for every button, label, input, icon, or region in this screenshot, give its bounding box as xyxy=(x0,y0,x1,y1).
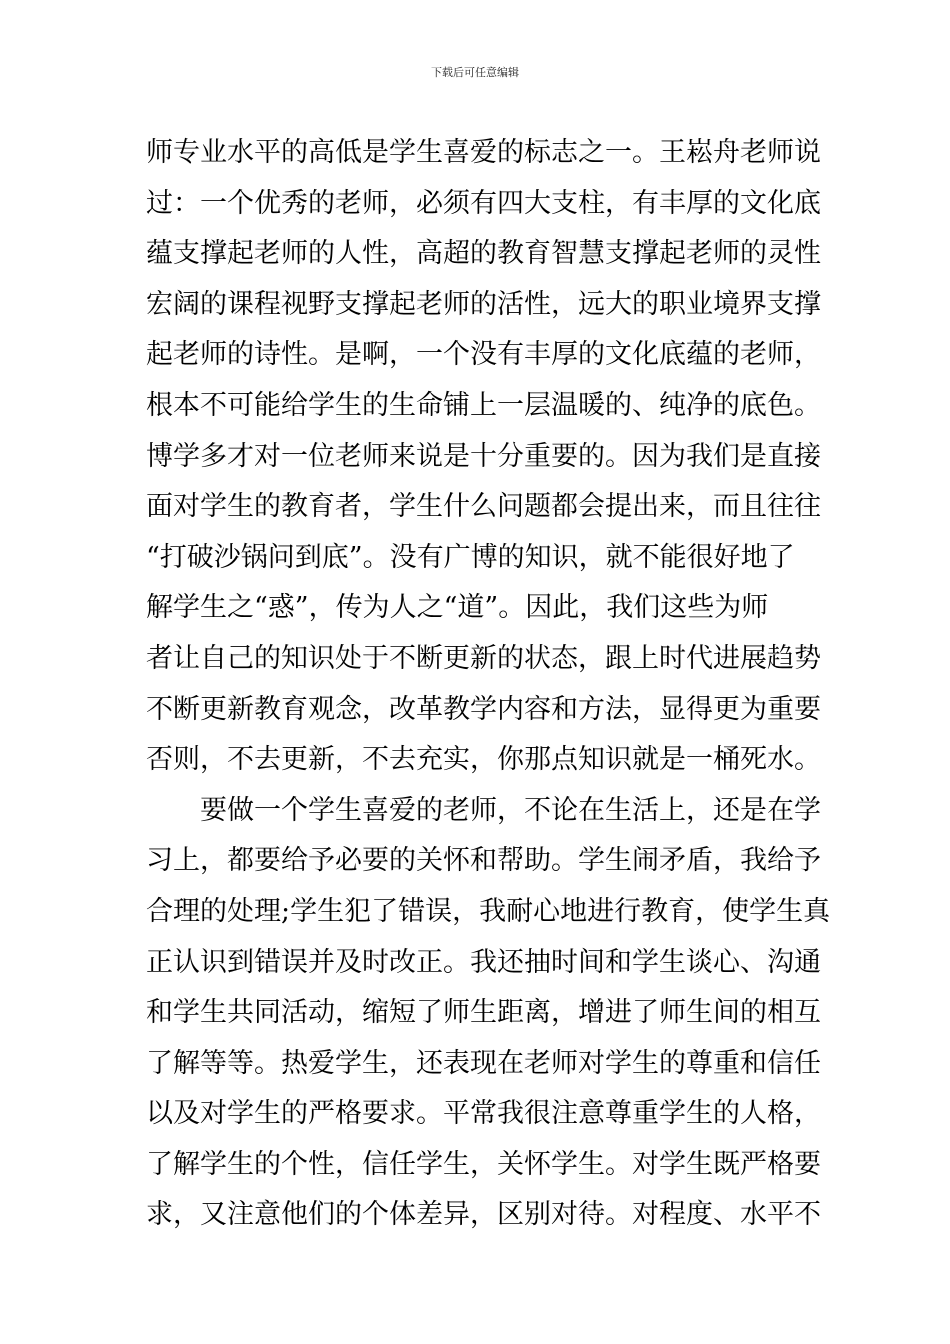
text-line: 了解等等。热爱学生，还表现在老师对学生的尊重和信任 xyxy=(146,1047,821,1079)
text-line: “打破沙锅问到底”。没有广博的知识，就不能很好地了 xyxy=(146,541,795,573)
text-line: 否则，不去更新，不去充实，你那点知识就是一桶死水。 xyxy=(146,744,821,776)
text-line: 合理的处理;学生犯了错误，我耐心地进行教育，使学生真 xyxy=(146,895,831,927)
text-line: 宏阔的课程视野支撑起老师的活性，远大的职业境界支撑 xyxy=(146,288,821,320)
text-line: 蕴支撑起老师的人性，高超的教育智慧支撑起老师的灵性 xyxy=(146,238,821,270)
text-line: 习上，都要给予必要的关怀和帮助。学生闹矛盾，我给予 xyxy=(146,845,821,877)
text-line: 面对学生的教育者，学生什么问题都会提出来，而且往往 xyxy=(146,491,821,523)
text-line: 正认识到错误并及时改正。我还抽时间和学生谈心、沟通 xyxy=(146,946,821,978)
text-line: 以及对学生的严格要求。平常我很注意尊重学生的人格， xyxy=(146,1098,821,1130)
text-line: 过：一个优秀的老师，必须有四大支柱，有丰厚的文化底 xyxy=(146,187,821,219)
text-line: 博学多才对一位老师来说是十分重要的。因为我们是直接 xyxy=(146,440,821,472)
text-line: 起老师的诗性。是啊，一个没有丰厚的文化底蕴的老师， xyxy=(146,339,821,371)
text-line: 求，又注意他们的个体差异，区别对待。对程度、水平不 xyxy=(146,1199,821,1231)
paragraph-start-line: 要做一个学生喜爱的老师，不论在生活上，还是在学 xyxy=(146,794,821,826)
text-line: 不断更新教育观念，改革教学内容和方法，显得更为重要 xyxy=(146,693,821,725)
text-line: 和学生共同活动，缩短了师生距离，增进了师生间的相互 xyxy=(146,997,821,1029)
text-line: 根本不可能给学生的生命铺上一层温暖的、纯净的底色。 xyxy=(146,389,821,421)
page-header: 下载后可任意编辑 xyxy=(431,66,519,79)
document-body xyxy=(146,128,831,1241)
text-line: 解学生之“惑”，传为人之“道”。因此，我们这些为师 xyxy=(146,592,769,624)
text-line: 者让自己的知识处于不断更新的状态，跟上时代进展趋势 xyxy=(146,642,821,674)
text-line: 了解学生的个性，信任学生，关怀学生。对学生既严格要 xyxy=(146,1148,821,1180)
text-line: 师专业水平的高低是学生喜爱的标志之一。王崧舟老师说 xyxy=(146,137,821,168)
